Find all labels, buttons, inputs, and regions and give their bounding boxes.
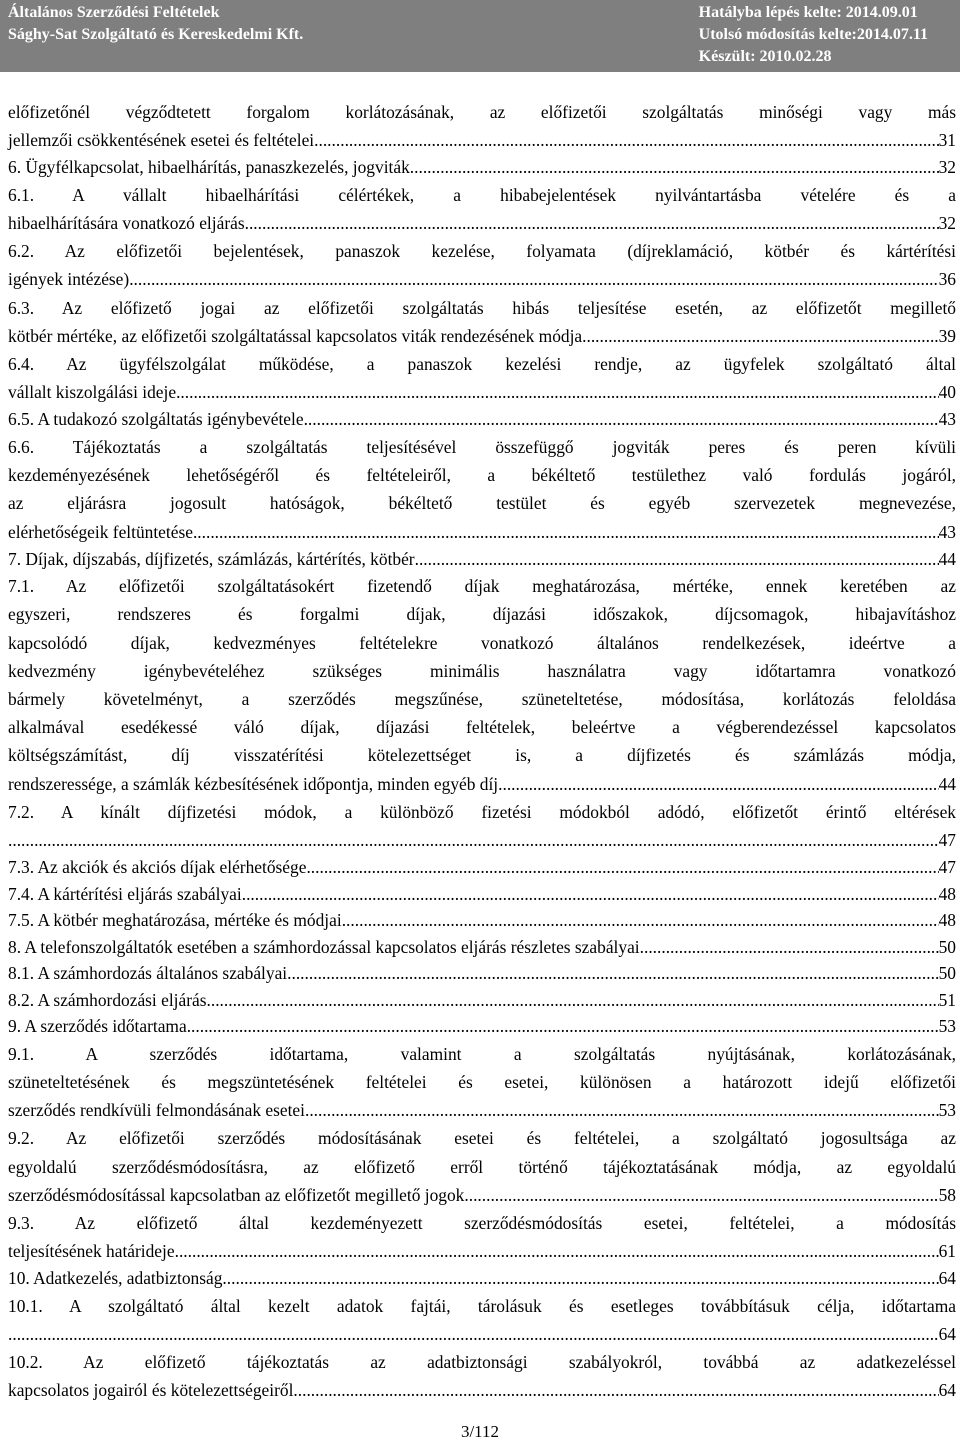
toc-entry[interactable] — [8, 98, 956, 154]
header-doc-title: Általános Szerződési Feltételek — [8, 4, 220, 21]
toc-entry-title-end: vállalt kiszolgálási ideje — [8, 382, 177, 403]
toc-entry-title: 6. Ügyfélkapcsolat, hibaelhárítás, panaszkezelés, jogviták — [8, 157, 410, 178]
toc-entry[interactable] — [8, 433, 956, 546]
toc-leader-dots — [342, 907, 939, 934]
toc-entry[interactable] — [8, 1292, 956, 1348]
toc-leader-dots — [293, 1376, 938, 1404]
toc-leader-dots — [306, 854, 938, 881]
toc-entry-title-end: szerződésmódosítással kapcsolatban az előfizetőt megillető jogok — [8, 1184, 465, 1205]
toc-entry-line: 7.2. A kínált díjfizetési módok, a különböző fizetési módokból adódó, előfizetőt érintő eltérések — [8, 801, 956, 822]
toc-entry[interactable] — [8, 907, 956, 934]
toc-entry[interactable] — [8, 1209, 956, 1265]
page-number: 3/112 — [460, 1422, 500, 1441]
toc-entry-line: egyoldalú szerződésmódosításra, az előfizető erről történő tájékoztatásának módja, az egyoldalú — [8, 1156, 956, 1177]
header-effective-date: Hatályba lépés kelte: 2014.09.01 — [698, 4, 918, 21]
toc-page-number: 48 — [938, 883, 956, 904]
toc-page-number: 64 — [938, 1380, 956, 1401]
toc-entry-last-line — [8, 1237, 956, 1265]
toc-entry[interactable] — [8, 854, 956, 881]
toc-page-number: 51 — [938, 989, 956, 1010]
toc-page-number: 40 — [938, 382, 956, 403]
toc-entry-title-end: hibaelhárítására vonatkozó eljárás — [8, 213, 245, 234]
toc-page-number: 53 — [938, 1016, 956, 1037]
toc-entry-line: 6.3. Az előfizető jogai az előfizetői szolgáltatás hibás teljesítése esetén, az előfizetőt megillető — [8, 297, 956, 318]
toc-entry[interactable] — [8, 350, 956, 406]
toc-entry-title-end: kapcsolatos jogairól és kötelezettségeiről — [8, 1380, 294, 1401]
header-right — [699, 2, 928, 68]
toc-entry[interactable] — [8, 987, 956, 1014]
toc-leader-dots — [8, 1320, 939, 1348]
toc-leader-dots — [193, 518, 939, 546]
toc-entry[interactable] — [8, 1040, 956, 1125]
toc-entry-title: 8.1. A számhordozás általános szabályai — [8, 963, 288, 984]
toc-entry-title: 9. A szerződés időtartama — [8, 1016, 187, 1037]
toc-leader-dots — [245, 209, 939, 237]
toc-leader-dots — [129, 265, 938, 293]
toc-page-number: 50 — [938, 936, 956, 957]
toc-leader-dots — [582, 322, 938, 350]
toc-page-number: 36 — [938, 269, 956, 290]
toc-entry[interactable] — [8, 237, 956, 293]
toc-page-number: 61 — [938, 1241, 956, 1262]
toc-leader-dots — [305, 1096, 939, 1124]
toc-page-number: 50 — [938, 963, 956, 984]
header-created-date: Készült: 2010.02.28 — [698, 48, 832, 65]
toc-entry-line: 6.6. Tájékoztatás a szolgáltatás teljesítésével összefüggő jogviták peres és peren kívüli — [8, 436, 956, 457]
toc-entry-last-line — [8, 1376, 956, 1404]
toc-entry[interactable] — [8, 1124, 956, 1209]
toc-entry-line: az eljárásra jogosult hatóságok, békéltető testület és egyéb szervezetek megnevezése, — [8, 493, 956, 514]
toc-entry-title-end: szerződés rendkívüli felmondásának esetei — [8, 1100, 305, 1121]
toc-entry-last-line — [8, 1096, 956, 1124]
toc-page-number: 31 — [938, 130, 956, 151]
toc-entry-title: 8. A telefonszolgáltatók esetében a számhordozással kapcsolatos eljárás részletes szabályai — [8, 936, 640, 957]
toc-entry-last-line — [8, 322, 956, 350]
toc-leader-dots — [175, 1237, 939, 1265]
toc-entry[interactable] — [8, 154, 956, 181]
toc-entry-title: 7.4. A kártérítési eljárás szabályai — [8, 883, 242, 904]
toc-entry-title-end: elérhetőségeik feltüntetése — [8, 521, 193, 542]
toc-entry[interactable] — [8, 960, 956, 987]
toc-entry-title: 7.3. Az akciók és akciós díjak elérhetősége — [8, 857, 307, 878]
toc-entry-line: költségszámítást, díj visszatérítési kötelezettséget is, a díjfizetés és számlázás módja, — [8, 745, 956, 766]
toc-page-number: 39 — [938, 325, 956, 346]
toc-entry-line: 6.1. A vállalt hibaelhárítási célértékek, a hibabejelentések nyilvántartásba vételére és a — [8, 184, 956, 205]
header-company: Sághy-Sat Szolgáltató és Kereskedelmi Kft. — [8, 26, 304, 43]
toc-entry-title: 10. Adatkezelés, adatbiztonság — [8, 1268, 223, 1289]
toc-entry-line: 10.1. A szolgáltató által kezelt adatok fajtái, tárolásuk és esetleges továbbításuk célja, időtartama — [8, 1295, 956, 1316]
toc-entry[interactable] — [8, 406, 956, 433]
toc-leader-dots — [287, 960, 938, 987]
toc-page-number: 43 — [938, 521, 956, 542]
toc-leader-dots — [222, 1265, 938, 1292]
toc-entry[interactable] — [8, 1265, 956, 1292]
toc-leader-dots — [176, 378, 939, 406]
toc-entry-title: 7.5. A kötbér meghatározása, mértéke és módjai — [8, 910, 342, 931]
toc-leader-dots — [207, 987, 939, 1014]
toc-entry-last-line — [8, 770, 956, 798]
toc-leader-dots — [8, 826, 939, 854]
toc-entry-title: 8.2. A számhordozási eljárás — [8, 989, 207, 1010]
toc-entry[interactable] — [8, 798, 956, 854]
toc-entry-last-line — [8, 1181, 956, 1209]
toc-entry-line: 10.2. Az előfizető tájékoztatás az adatbiztonsági szabályokról, továbbá az adatkezeléssel — [8, 1352, 956, 1373]
toc-leader-dots — [304, 406, 939, 433]
toc-entry-title-end: kötbér mértéke, az előfizetői szolgáltatással kapcsolatos viták rendezésének módja — [8, 325, 583, 346]
toc-page-number: 47 — [938, 830, 956, 851]
toc-leader-dots — [314, 126, 938, 154]
toc-entry-last-line — [8, 378, 956, 406]
toc-page-number: 32 — [938, 213, 956, 234]
toc-entry-last-line — [8, 265, 956, 293]
toc-entry-title-end: igények intézése) — [8, 269, 130, 290]
toc-page-number: 47 — [938, 857, 956, 878]
toc-leader-dots — [498, 770, 938, 798]
table-of-contents — [8, 98, 956, 1405]
toc-entry[interactable] — [8, 294, 956, 350]
toc-entry-line: kezdeményezésének lehetőségéről és feltételeiről, a békéltető testülethez való fordulás jogáról, — [8, 465, 956, 486]
toc-entry-line: egyszeri, rendszeres és forgalmi díjak, díjazási időszakok, díjcsomagok, hibajavításhoz — [8, 604, 956, 625]
toc-entry[interactable] — [8, 572, 956, 798]
header-modified-date: Utolsó módosítás kelte:2014.07.11 — [698, 26, 928, 43]
toc-leader-dots — [187, 1013, 939, 1040]
toc-page-number: 44 — [938, 773, 956, 794]
document-header — [0, 0, 960, 72]
toc-page-number: 48 — [938, 910, 956, 931]
toc-entry-line: 6.2. Az előfizetői bejelentések, panaszok kezelése, folyamata (díjreklamáció, kötbér és kártérítési — [8, 241, 956, 262]
toc-entry-line: 9.3. Az előfizető által kezdeményezett szerződésmódosítás esetei, feltételei, a módosítás — [8, 1212, 956, 1233]
toc-entry-last-line — [8, 126, 956, 154]
toc-entry-title: 6.5. A tudakozó szolgáltatás igénybevétele — [8, 409, 304, 430]
toc-leader-dots — [464, 1181, 938, 1209]
toc-leader-dots — [410, 154, 939, 181]
toc-entry-title-end: teljesítésének határideje — [8, 1241, 175, 1262]
toc-entry-line: bármely követelményt, a szerződés megszűnése, szüneteltetése, módosítása, korlátozás feloldása — [8, 689, 956, 710]
toc-entry[interactable] — [8, 181, 956, 237]
toc-entry[interactable] — [8, 1013, 956, 1040]
toc-page-number: 53 — [938, 1100, 956, 1121]
toc-page-number: 32 — [938, 157, 956, 178]
toc-page-number: 64 — [938, 1268, 956, 1289]
toc-entry-line: előfizetőnél végződtetett forgalom korlátozásának, az előfizetői szolgáltatás minőségi vagy más — [8, 102, 956, 122]
toc-leader-dots — [415, 546, 939, 573]
toc-leader-dots — [640, 934, 939, 961]
toc-page-number: 44 — [938, 548, 956, 569]
toc-entry-line: 6.4. Az ügyfélszolgálat működése, a panaszok kezelési rendje, az ügyfelek szolgáltató által — [8, 354, 956, 375]
toc-entry-line: kapcsolódó díjak, kedvezményes feltételekre vonatkozó általános rendelkezések, ideértve a — [8, 632, 956, 653]
toc-entry-last-line — [8, 209, 956, 237]
toc-leader-dots — [242, 881, 939, 908]
toc-entry-title-end: rendszeressége, a számlák kézbesítésének időpontja, minden egyéb díj — [8, 773, 499, 794]
toc-entry[interactable] — [8, 1348, 956, 1404]
toc-entry[interactable] — [8, 934, 956, 961]
toc-entry-line: 9.1. A szerződés időtartama, valamint a szolgáltatás nyújtásának, korlátozásának, — [8, 1043, 956, 1064]
toc-entry-last-line — [8, 518, 956, 546]
toc-entry-line: alkalmával esedékessé váló díjak, díjazási feltételek, beleértve a végberendezéssel kapcsolatos — [8, 717, 956, 738]
toc-entry-title-end: jellemzői csökkentésének esetei és feltételei — [8, 130, 315, 151]
toc-entry-line: szüneteltetésének és megszüntetésének feltételei és esetei, különösen a határozott idejű előfizetői — [8, 1071, 956, 1092]
toc-entry-title: 7. Díjak, díjszabás, díjfizetés, számlázás, kártérítés, kötbér — [8, 548, 415, 569]
toc-entry[interactable] — [8, 546, 956, 573]
toc-entry-line: 9.2. Az előfizetői szerződés módosításának esetei és feltételei, a szolgáltató jogosultsága az — [8, 1128, 956, 1149]
toc-entry-line: 7.1. Az előfizetői szolgáltatásokért fizetendő díjak meghatározása, mértéke, ennek keretében az — [8, 576, 956, 597]
toc-page-number: 64 — [938, 1324, 956, 1345]
toc-entry-last-line — [8, 1320, 956, 1348]
toc-entry-line: kedvezmény igénybevételéhez szükséges minimális használatra vagy időtartamra vonatkozó — [8, 660, 956, 681]
toc-entry-last-line — [8, 826, 956, 854]
header-left — [8, 2, 303, 46]
toc-entry[interactable] — [8, 881, 956, 908]
toc-page-number: 43 — [938, 409, 956, 430]
toc-page-number: 58 — [938, 1184, 956, 1205]
